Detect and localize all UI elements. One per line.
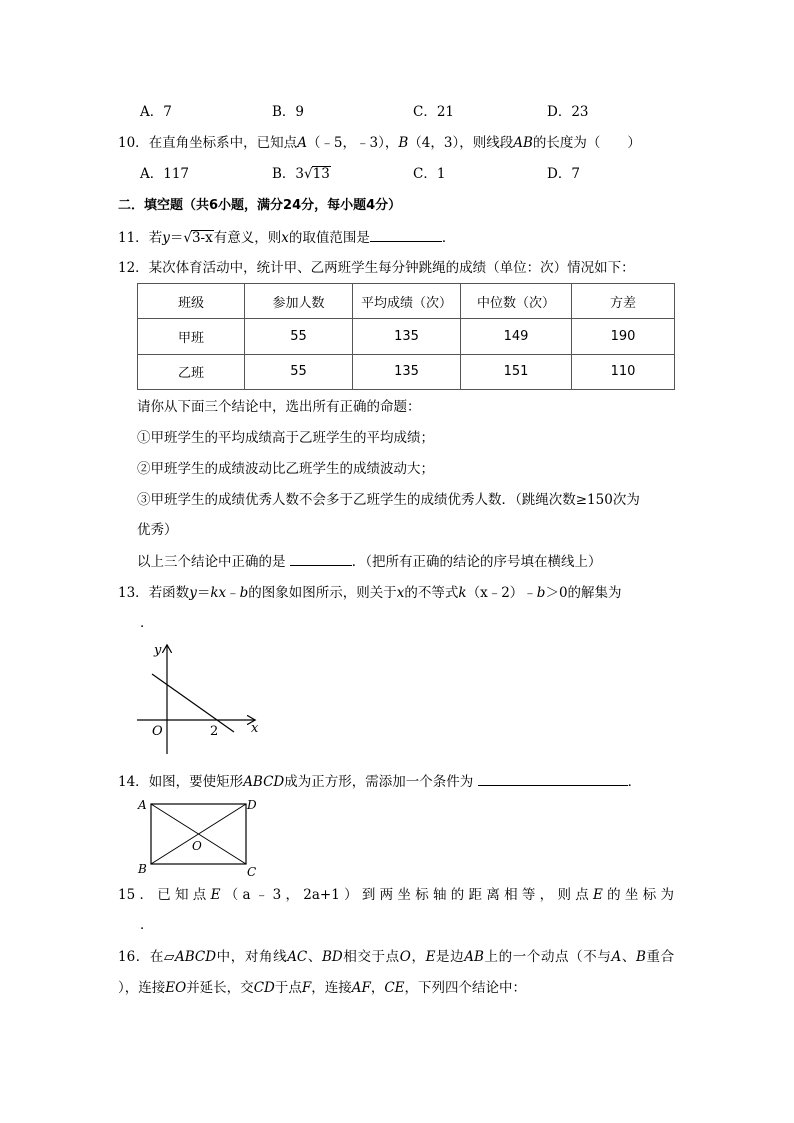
q10-option-a: A．117 (140, 166, 190, 182)
origin-label: O (152, 724, 163, 739)
table-header-cell: 参加人数 (245, 284, 353, 319)
q15-trailing-dot: ． (140, 917, 154, 933)
q12-conclusion-3: ③甲班学生的成绩优秀人数不会多于乙班学生的成绩优秀人数．（跳绳次数≥150次为 (137, 492, 640, 508)
q13-question: 13．若函数y＝kx﹣b的图象如图所示，则关于x的不等式k（x﹣2）﹣b＞0的解集为 (118, 585, 622, 601)
answer-blank[interactable] (370, 227, 442, 242)
table-cell: 190 (572, 319, 675, 354)
q14-rectangle-figure (134, 796, 264, 878)
table-cell: 乙班 (138, 354, 245, 389)
q13-trailing-dot: ． (140, 615, 154, 631)
table-cell: 甲班 (138, 319, 245, 354)
function-line (152, 674, 234, 732)
q12-conclusion-3-cont: 优秀） (137, 522, 178, 538)
x-intercept-label: 2 (210, 724, 219, 739)
x-axis-label: x (251, 721, 259, 736)
section-heading-fill-blank: 二．填空题（共6小题，满分24分，每小题4分） (118, 198, 402, 213)
table-row (138, 354, 675, 389)
q9-option-c: C．21 (413, 104, 455, 120)
table-header-cell: 班级 (138, 284, 245, 319)
table-cell: 55 (245, 354, 353, 389)
q12-prompt: 请你从下面三个结论中，选出所有正确的命题： (137, 399, 421, 415)
q16-question: 16．在▱ABCD中，对角线AC、BD相交于点O，E是边AB上的一个动点（不与A、B重合 (118, 949, 675, 965)
q13-function-graph (130, 640, 265, 758)
table-row (138, 319, 675, 354)
answer-blank[interactable] (290, 551, 352, 566)
center-label-o: O (192, 839, 202, 853)
table-cell: 149 (461, 319, 572, 354)
vertex-label-b: B (138, 862, 147, 876)
vertex-label-c: C (247, 865, 257, 878)
q14-question: 14．如图，要使矩形ABCD成为正方形，需添加一个条件为 ． (118, 771, 641, 792)
vertex-label-d: D (247, 798, 257, 812)
q12-intro: 12．某次体育活动中，统计甲、乙两班学生每分钟跳绳的成绩（单位：次）情况如下： (118, 260, 635, 276)
q9-option-b: B．9 (272, 104, 305, 120)
sqrt-symbol: √ (304, 166, 313, 182)
table-header-cell: 中位数（次） (461, 284, 572, 319)
q9-option-a: A．7 (140, 104, 172, 120)
q9-option-d: D．23 (547, 104, 589, 120)
q16-question-line2: ），连接EO并延长，交CD于点F，连接AF，CE，下列四个结论中： (118, 980, 527, 996)
table-header-cell: 平均成绩（次） (353, 284, 461, 319)
vertex-label-a: A (138, 798, 147, 812)
table-cell: 110 (572, 354, 675, 389)
q10-option-b: B．3√13 (272, 166, 330, 182)
table-cell: 135 (353, 354, 461, 389)
q12-data-table (137, 283, 675, 390)
q11-question: 11．若y＝√3-x有意义，则x的取值范围是 ． (118, 227, 455, 248)
table-cell: 135 (353, 319, 461, 354)
table-header-row (138, 284, 675, 319)
sqrt-symbol: √ (183, 230, 192, 246)
table-header-cell: 方差 (572, 284, 675, 319)
q10-option-c: C．1 (413, 166, 446, 182)
y-axis-label: y (154, 643, 162, 658)
q10-question: 10．在直角坐标系中，已知点A（﹣5，﹣3），B（4，3），则线段AB的长度为（ ） (118, 135, 641, 151)
q15-question: 15．已知点E（a﹣3，2a+1）到两坐标轴的距离相等，则点E的坐标为 (118, 887, 674, 903)
table-cell: 151 (461, 354, 572, 389)
answer-blank[interactable] (478, 771, 628, 786)
q12-answer-line: 以上三个结论中正确的是 ．（把所有正确的结论的序号填在横线上） (137, 551, 602, 572)
q10-option-d: D．7 (547, 166, 580, 182)
table-cell: 55 (245, 319, 353, 354)
q12-conclusion-2: ②甲班学生的成绩波动比乙班学生的成绩波动大； (137, 461, 434, 477)
q12-conclusion-1: ①甲班学生的平均成绩高于乙班学生的平均成绩； (137, 430, 434, 446)
